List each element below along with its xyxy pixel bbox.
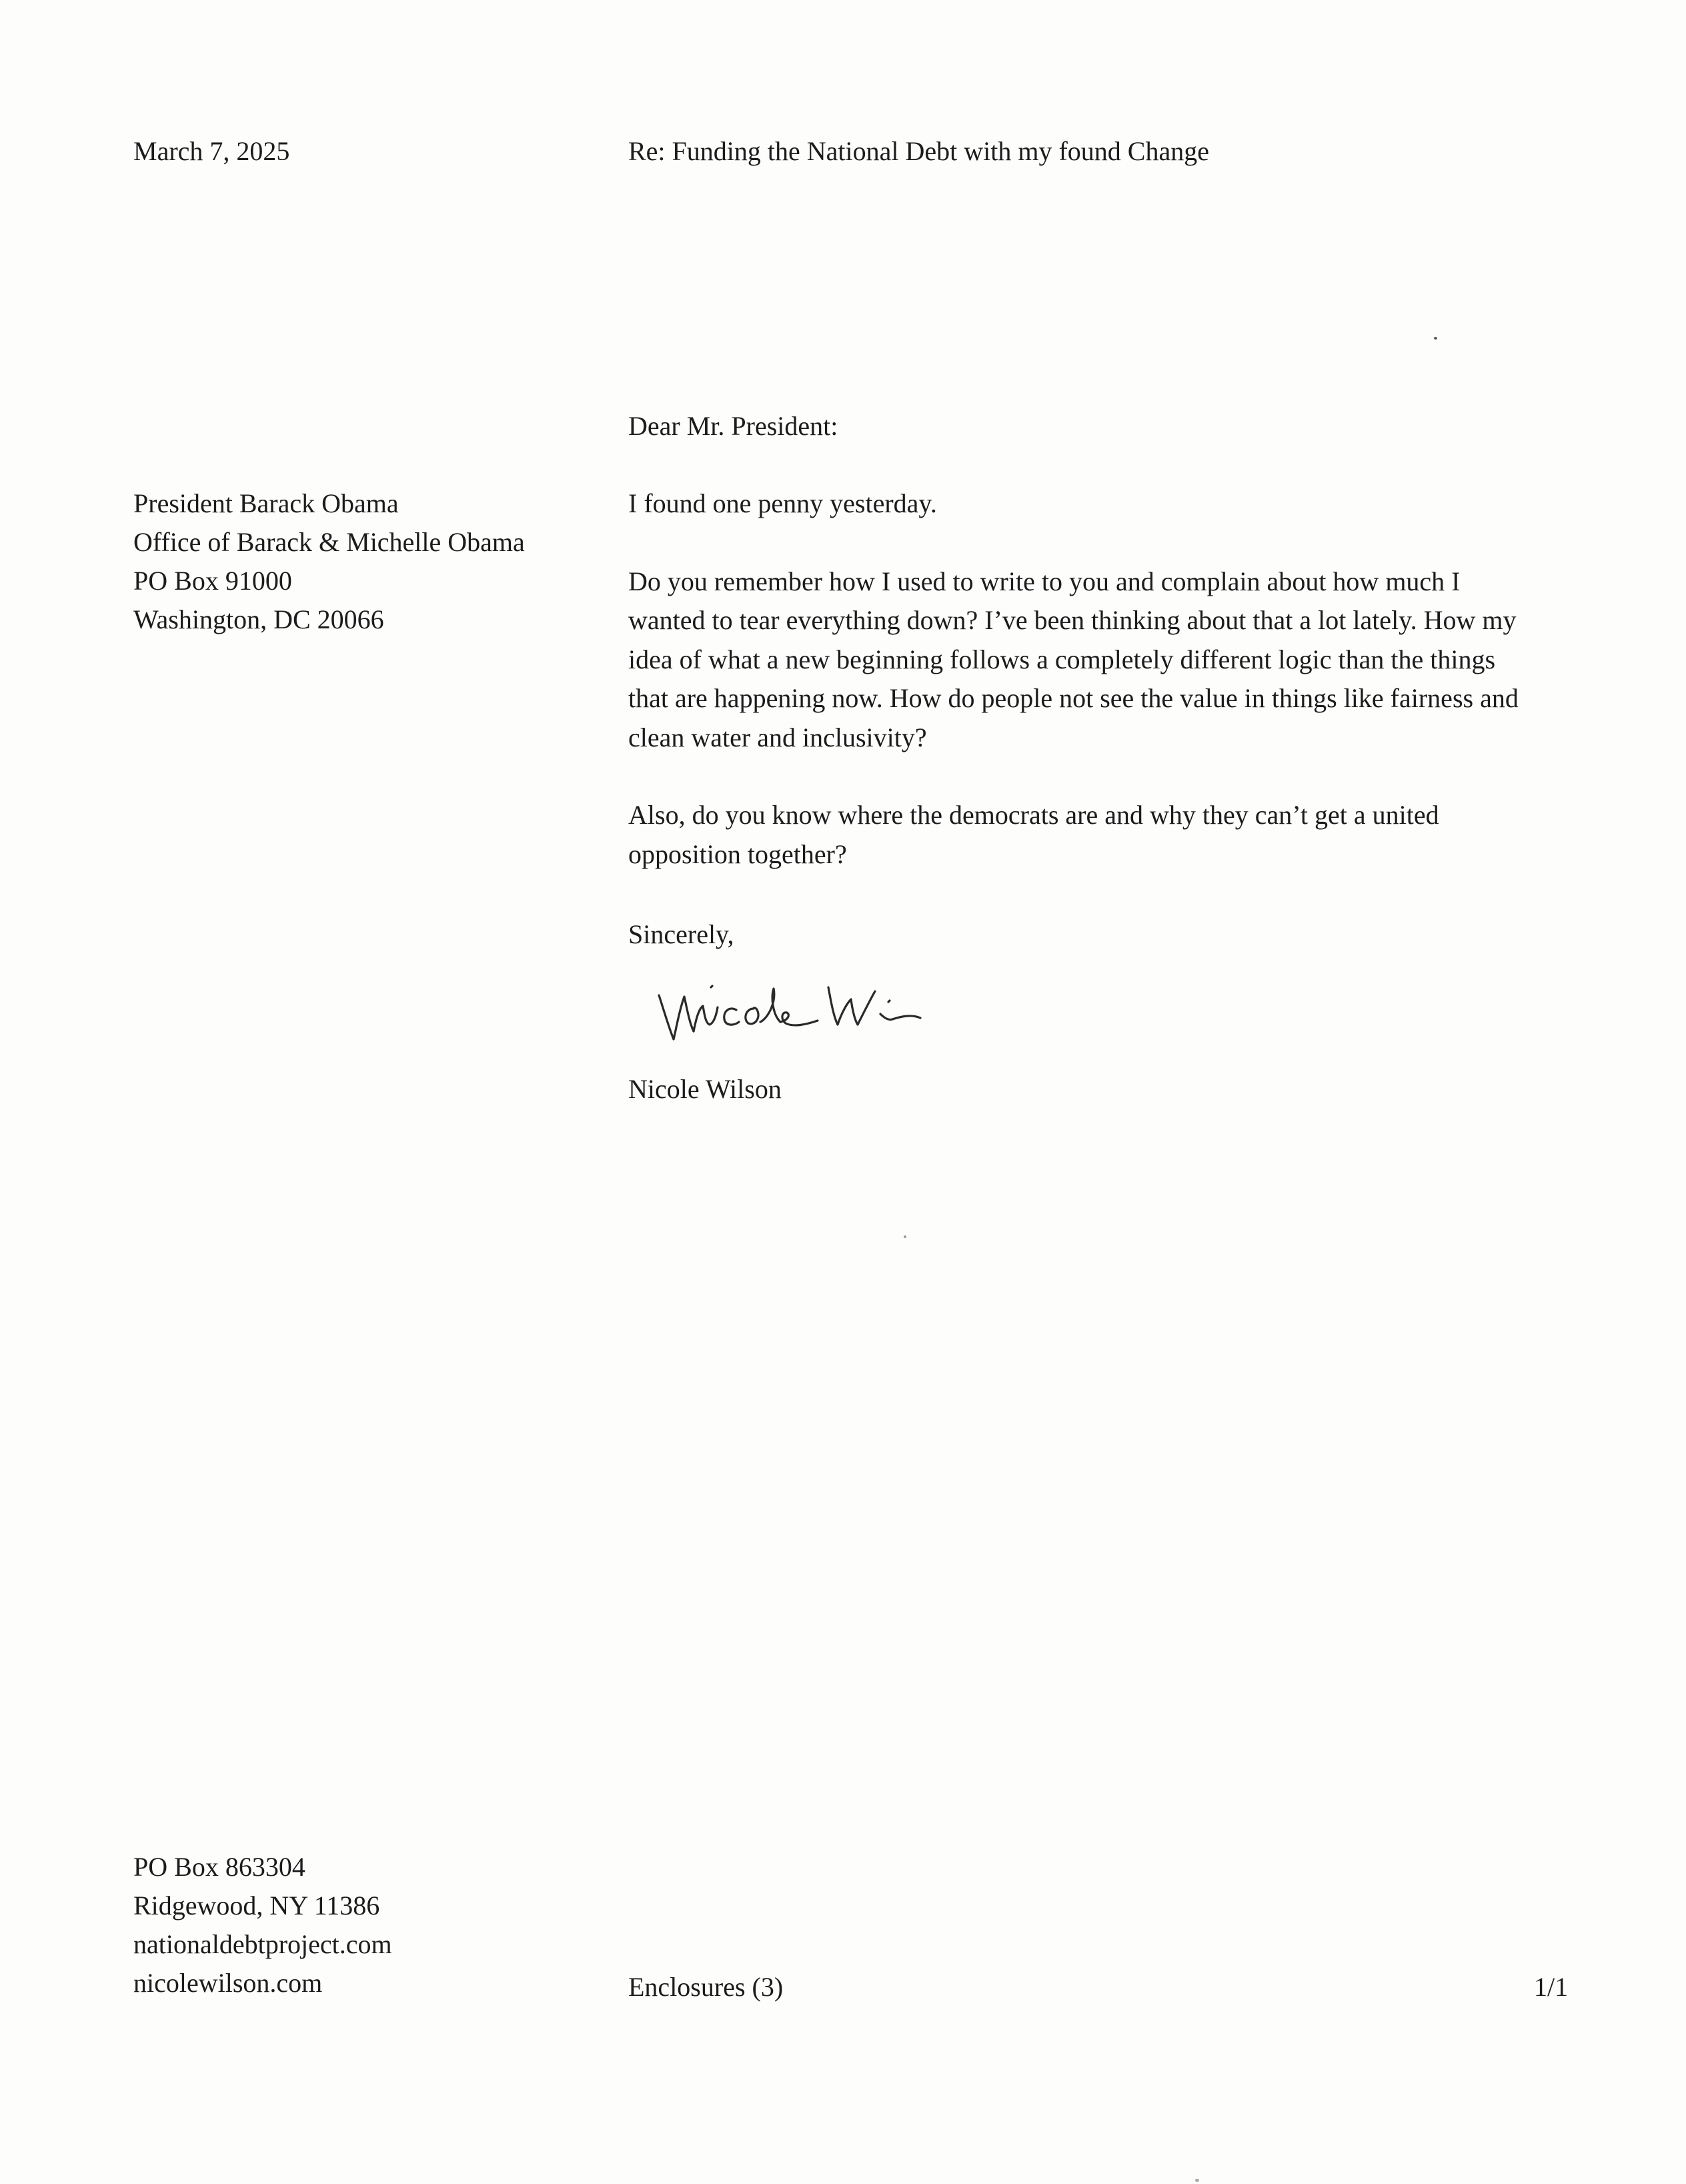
recipient-office: Office of Barack & Michelle Obama xyxy=(133,527,525,557)
salutation: Dear Mr. President: xyxy=(628,411,838,441)
signer-name: Nicole Wilson xyxy=(628,1074,782,1104)
body-line: Do you remember how I used to write to you and complain about how much I xyxy=(628,566,1461,596)
enclosures-note: Enclosures (3) xyxy=(628,1972,784,2002)
closing: Sincerely, xyxy=(628,919,734,949)
recipient-po-box: PO Box 91000 xyxy=(133,566,292,596)
sender-website: nationaldebtproject.com xyxy=(133,1929,392,1959)
body-line: I found one penny yesterday. xyxy=(628,488,937,518)
body-line: Also, do you know where the democrats are and why they can’t get a united xyxy=(628,800,1439,830)
scan-speck xyxy=(1434,337,1437,340)
page-number: 1/1 xyxy=(1534,1972,1569,2002)
recipient-address xyxy=(133,484,525,639)
body-line: clean water and inclusivity? xyxy=(628,722,927,752)
letter-date: March 7, 2025 xyxy=(133,136,290,166)
subject-line: Re: Funding the National Debt with my found Change xyxy=(628,136,1209,166)
body-line: that are happening now. How do people not see the value in things like fairness and xyxy=(628,683,1519,713)
body-paragraph xyxy=(628,562,1589,758)
sender-city: Ridgewood, NY 11386 xyxy=(133,1890,380,1921)
recipient-city: Washington, DC 20066 xyxy=(133,604,384,634)
body-line: opposition together? xyxy=(628,839,847,869)
body-paragraph xyxy=(628,796,1589,874)
sender-website: nicolewilson.com xyxy=(133,1968,323,1998)
body-line: wanted to tear everything down? I’ve been thinking about that a lot lately. How my xyxy=(628,605,1517,635)
body-paragraph xyxy=(628,484,1589,524)
body-line: idea of what a new beginning follows a completely different logic than the things xyxy=(628,644,1496,674)
sender-po-box: PO Box 863304 xyxy=(133,1852,305,1882)
scan-speck xyxy=(1195,2179,1199,2182)
scan-speck xyxy=(904,1235,906,1238)
handwritten-signature xyxy=(654,967,960,1054)
sender-address xyxy=(133,1848,392,2003)
letter-body xyxy=(628,484,1589,913)
recipient-name: President Barack Obama xyxy=(133,488,399,518)
